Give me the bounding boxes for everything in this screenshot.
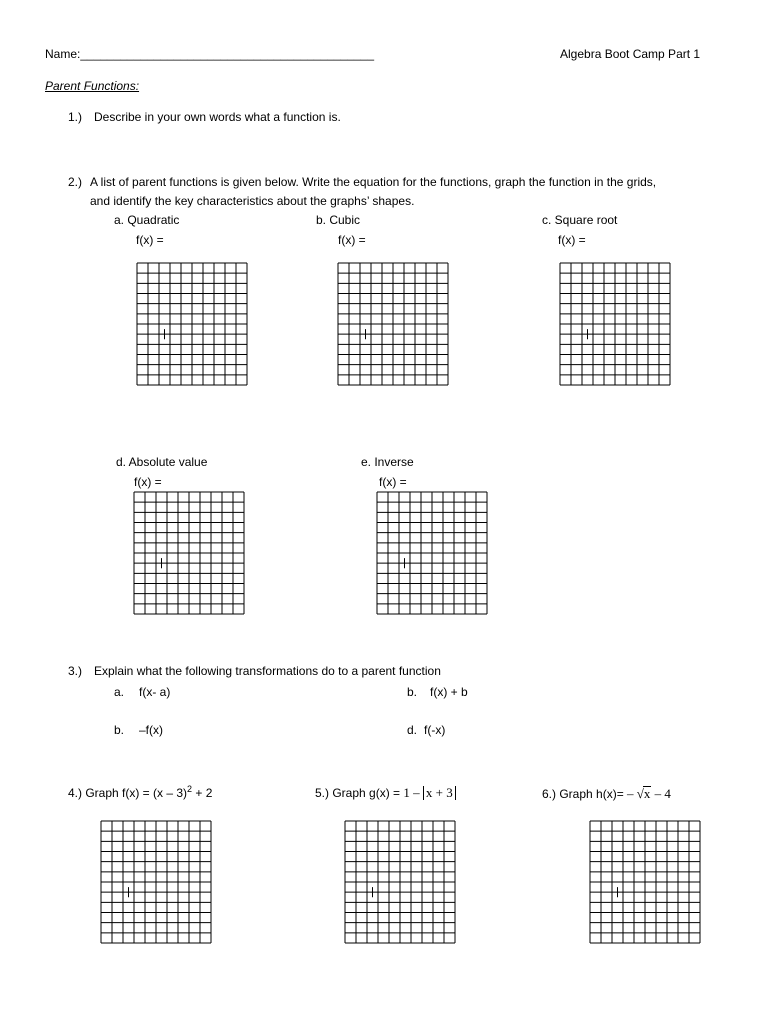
q2-text-line2: and identify the key characteristics about the graphs’ shapes. xyxy=(90,194,415,208)
q3d-letter: d. xyxy=(407,723,418,737)
q2c-label: c. Square root xyxy=(542,213,618,227)
worksheet-title: Algebra Boot Camp Part 1 xyxy=(560,47,701,61)
q5-heading xyxy=(315,786,456,800)
q2d-fx: f(x) = xyxy=(134,475,162,489)
q4-expr-tail: + 2 xyxy=(192,786,213,800)
q6-label: 6.) Graph h(x)= xyxy=(542,787,628,801)
q6-heading xyxy=(542,786,671,801)
q4-expr-base: (x – 3) xyxy=(153,786,188,800)
q4-label: 4.) Graph f(x) = xyxy=(68,786,154,800)
section-title: Parent Functions: xyxy=(45,79,140,93)
q6-expr-lead: – xyxy=(627,786,637,801)
q3-text: Explain what the following transformations do to a parent function xyxy=(94,664,441,678)
graph-grid-inverse[interactable] xyxy=(376,491,488,615)
q5-label: 5.) Graph g(x) = xyxy=(315,786,404,800)
q3b-expr: f(x) + b xyxy=(430,685,468,699)
q4-heading xyxy=(68,786,212,800)
q2b-fx: f(x) = xyxy=(338,233,366,247)
q2a-fx: f(x) = xyxy=(136,233,164,247)
q5-expr-lead: 1 – xyxy=(403,785,423,800)
q1-number: 1.) xyxy=(68,110,83,124)
q6-sqrt-inner: x xyxy=(643,786,651,801)
q2c-fx: f(x) = xyxy=(558,233,586,247)
q3-number: 3.) xyxy=(68,664,83,678)
graph-grid-q4[interactable] xyxy=(100,820,212,944)
name-field-label[interactable]: Name:____________________________________________ xyxy=(45,47,374,61)
sqrt-icon: √ xyxy=(636,786,644,801)
q2b-label: b. Cubic xyxy=(316,213,361,227)
q3a-letter: a. xyxy=(114,685,125,699)
q2e-fx: f(x) = xyxy=(379,475,407,489)
q2-number: 2.) xyxy=(68,175,83,189)
q6-expr-tail: – 4 xyxy=(651,786,671,801)
q3d-expr: f(-x) xyxy=(424,723,446,737)
q3a-expr: f(x- a) xyxy=(139,685,171,699)
q3c-expr: –f(x) xyxy=(139,723,163,737)
q2e-label: e. Inverse xyxy=(361,455,414,469)
q2-text-line1: A list of parent functions is given below. Write the equation for the functions, graph the function in the grids, xyxy=(90,175,657,189)
graph-grid-cubic[interactable] xyxy=(337,262,449,386)
q3c-letter: b. xyxy=(114,723,125,737)
graph-grid-q5[interactable] xyxy=(344,820,456,944)
graph-grid-square-root[interactable] xyxy=(559,262,671,386)
graph-grid-absolute-value[interactable] xyxy=(133,491,245,615)
graph-grid-q6[interactable] xyxy=(589,820,701,944)
q5-abs-inner: x + 3 xyxy=(423,786,456,800)
q2a-label: a. Quadratic xyxy=(114,213,180,227)
q4-exponent: 2 xyxy=(187,784,193,794)
q2d-label: d. Absolute value xyxy=(116,455,208,469)
graph-grid-quadratic[interactable] xyxy=(136,262,248,386)
q1-text: Describe in your own words what a function is. xyxy=(94,110,341,124)
q3b-letter: b. xyxy=(407,685,418,699)
